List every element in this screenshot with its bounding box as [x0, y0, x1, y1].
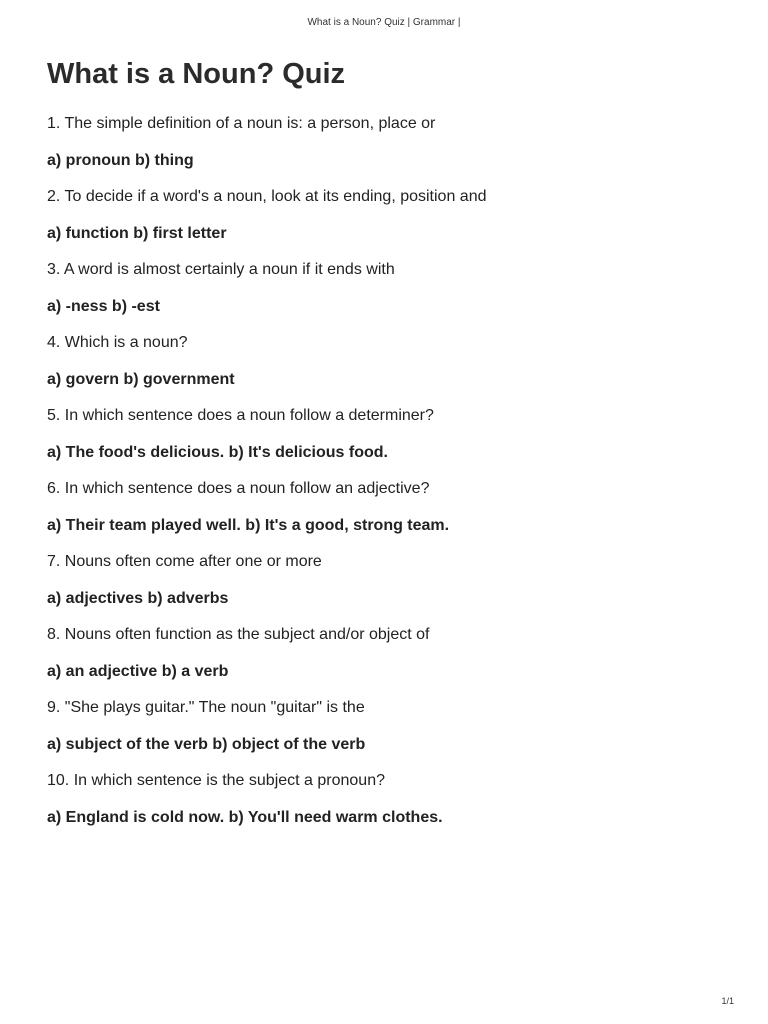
quiz-item-10	[47, 771, 727, 828]
answer-options: a) -ness b) -est	[47, 297, 160, 315]
question-text: 6. In which sentence does a noun follow an adjective?	[47, 480, 430, 497]
quiz-item-8	[47, 625, 727, 682]
question-text: 10. In which sentence is the subject a pronoun?	[47, 772, 385, 789]
quiz-item-6	[47, 479, 727, 536]
quiz-item-4	[47, 333, 727, 390]
quiz-item-9	[47, 698, 727, 755]
answer-options: a) subject of the verb b) object of the verb	[47, 735, 366, 753]
question-text: 7. Nouns often come after one or more	[47, 553, 322, 570]
answer-options: a) Their team played well. b) It's a good, strong team.	[47, 516, 450, 534]
answer-options: a) England is cold now. b) You'll need warm clothes.	[47, 808, 443, 826]
answer-options: a) adjectives b) adverbs	[47, 589, 229, 607]
quiz-item-2	[47, 187, 727, 244]
running-header: What is a Noun? Quiz | Grammar |	[307, 17, 461, 28]
quiz-item-3	[47, 260, 727, 317]
quiz-item-1	[47, 114, 727, 171]
question-text: 1. The simple definition of a noun is: a person, place or	[47, 115, 436, 132]
page-number: 1/1	[721, 996, 734, 1006]
answer-options: a) govern b) government	[47, 370, 235, 388]
page-title: What is a Noun? Quiz	[47, 58, 346, 90]
answer-options: a) The food's delicious. b) It's delicious food.	[47, 443, 388, 461]
question-text: 5. In which sentence does a noun follow a determiner?	[47, 407, 434, 424]
answer-options: a) pronoun b) thing	[47, 151, 194, 169]
quiz-list	[47, 114, 727, 844]
answer-options: a) an adjective b) a verb	[47, 662, 229, 680]
question-text: 4. Which is a noun?	[47, 334, 188, 351]
question-text: 9. "She plays guitar." The noun "guitar" is the	[47, 699, 365, 716]
question-text: 8. Nouns often function as the subject and/or object of	[47, 626, 430, 643]
answer-options: a) function b) first letter	[47, 224, 227, 242]
quiz-item-7	[47, 552, 727, 609]
quiz-item-5	[47, 406, 727, 463]
question-text: 2. To decide if a word's a noun, look at its ending, position and	[47, 188, 487, 205]
question-text: 3. A word is almost certainly a noun if it ends with	[47, 261, 395, 278]
